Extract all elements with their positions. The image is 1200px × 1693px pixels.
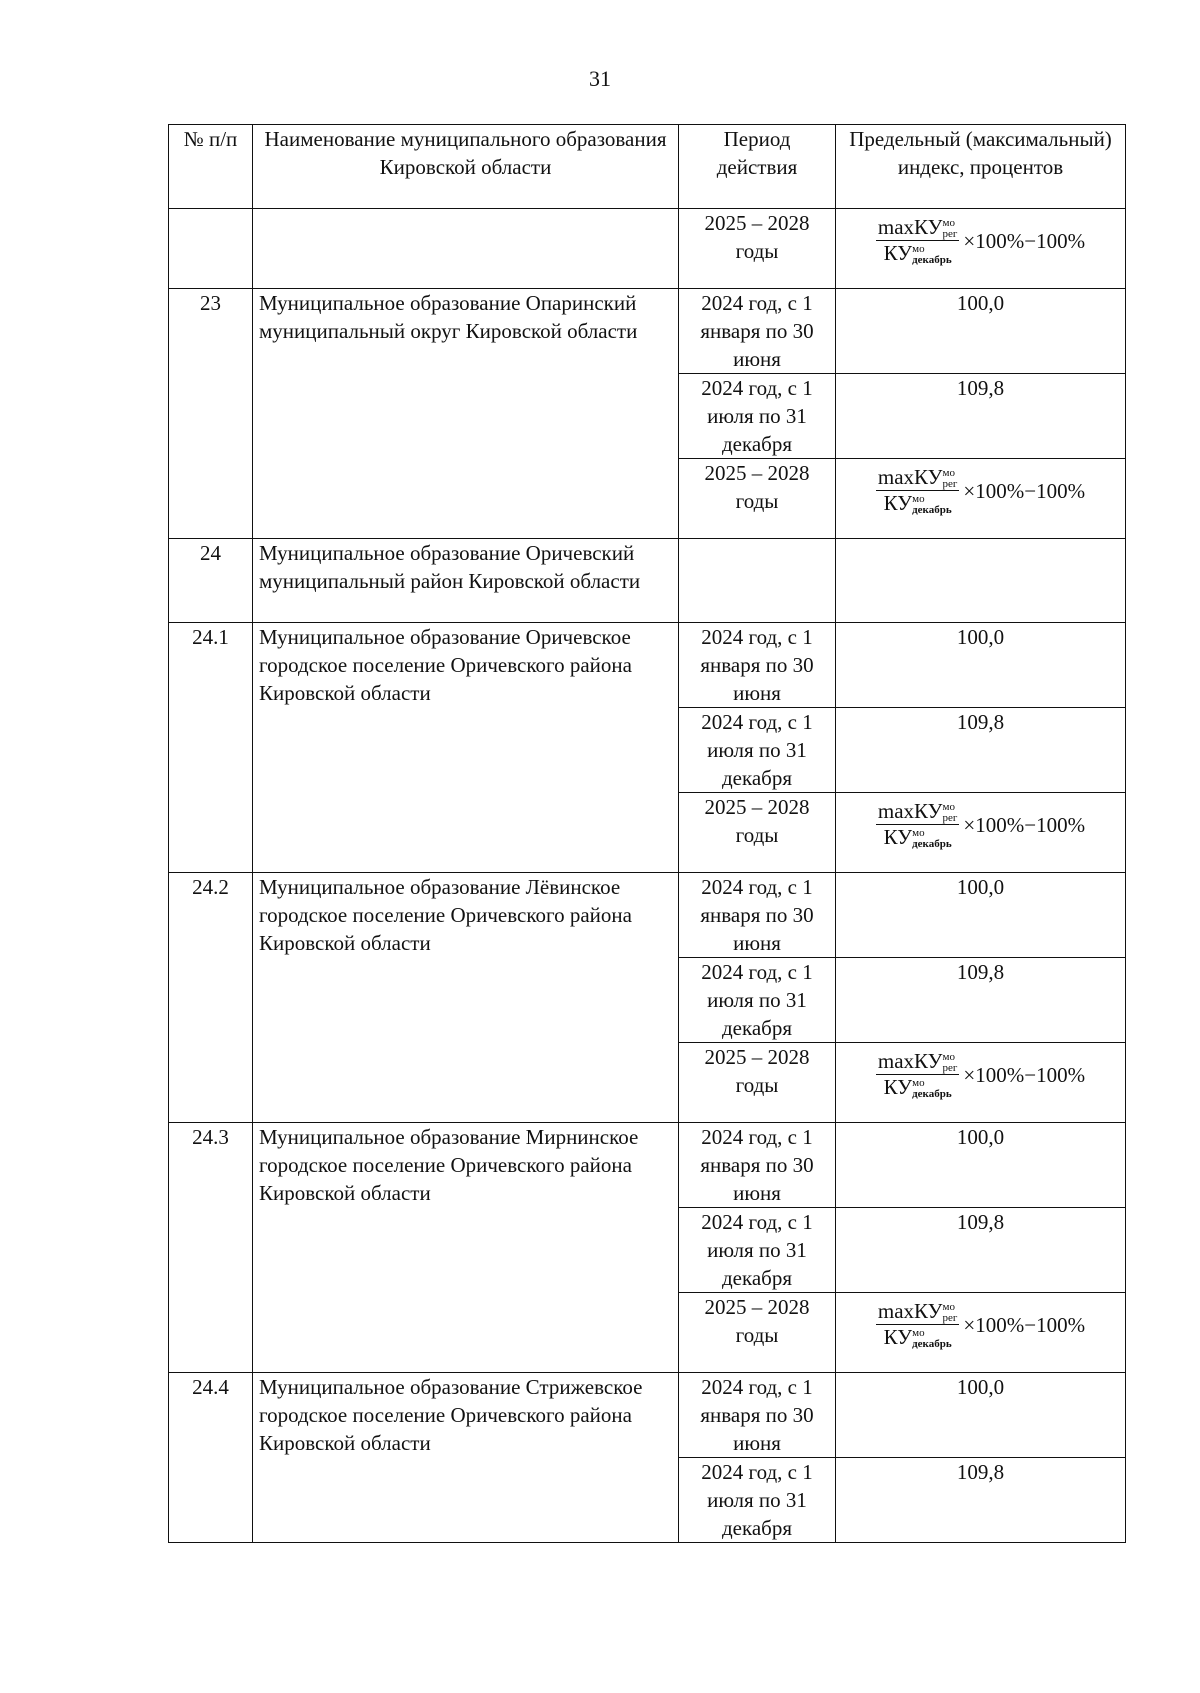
index-cell [836, 1043, 1126, 1123]
table-body [169, 209, 1126, 1543]
header-name: Наименование муниципального образования Кировской области [253, 125, 679, 209]
index-cell: 109,8 [836, 958, 1126, 1043]
period-cell: 2024 год, с 1 июля по 31 декабря [679, 1458, 836, 1543]
table-row [169, 289, 1126, 374]
tariff-index-table [168, 124, 1126, 1543]
index-cell: 100,0 [836, 873, 1126, 958]
period-cell: 2024 год, с 1 июля по 31 декабря [679, 1208, 836, 1293]
period-cell: 2025 – 2028 годы [679, 1293, 836, 1373]
index-formula: maxКУ мо рег КУ мо декабрь ×100%−100% [877, 1299, 1086, 1351]
index-cell [836, 209, 1126, 289]
period-cell: 2025 – 2028 годы [679, 459, 836, 539]
index-formula: maxКУ мо рег КУ мо декабрь ×100%−100% [877, 465, 1086, 517]
row-number [169, 209, 253, 289]
municipality-name: Муниципальное образование Опаринский муниципальный округ Кировской области [253, 289, 679, 539]
period-cell: 2024 год, с 1 июля по 31 декабря [679, 708, 836, 793]
index-cell: 109,8 [836, 708, 1126, 793]
municipality-name: Муниципальное образование Лёвинское городское поселение Оричевского района Кировской области [253, 873, 679, 1123]
table-row [169, 209, 1126, 289]
index-formula: maxКУ мо рег КУ мо декабрь ×100%−100% [877, 1049, 1086, 1101]
row-number: 23 [169, 289, 253, 539]
table-row [169, 1123, 1126, 1208]
table-row [169, 873, 1126, 958]
header-period: Период действия [679, 125, 836, 209]
header-index: Предельный (максимальный) индекс, процентов [836, 125, 1126, 209]
municipality-name: Муниципальное образование Оричевское городское поселение Оричевского района Кировской области [253, 623, 679, 873]
period-cell: 2024 год, с 1 января по 30 июня [679, 1123, 836, 1208]
period-cell [679, 539, 836, 623]
index-formula: maxКУ мо рег КУ мо декабрь ×100%−100% [877, 215, 1086, 267]
index-cell [836, 1293, 1126, 1373]
row-number: 24.4 [169, 1373, 253, 1543]
index-cell: 100,0 [836, 1123, 1126, 1208]
table-row [169, 1373, 1126, 1458]
index-cell [836, 539, 1126, 623]
municipality-name: Муниципальное образование Мирнинское городское поселение Оричевского района Кировской области [253, 1123, 679, 1373]
period-cell: 2025 – 2028 годы [679, 1043, 836, 1123]
period-cell: 2024 год, с 1 января по 30 июня [679, 623, 836, 708]
page-number: 31 [589, 66, 611, 91]
index-cell: 100,0 [836, 623, 1126, 708]
municipality-name: Муниципальное образование Оричевский муниципальный район Кировской области [253, 539, 679, 623]
index-cell: 100,0 [836, 1373, 1126, 1458]
row-number: 24.3 [169, 1123, 253, 1373]
municipality-name: Муниципальное образование Стрижевское городское поселение Оричевского района Кировской области [253, 1373, 679, 1543]
period-cell: 2024 год, с 1 января по 30 июня [679, 873, 836, 958]
index-formula: maxКУ мо рег КУ мо декабрь ×100%−100% [877, 799, 1086, 851]
header-num: № п/п [169, 125, 253, 209]
municipality-name [253, 209, 679, 289]
index-cell: 100,0 [836, 289, 1126, 374]
row-number: 24.1 [169, 623, 253, 873]
period-cell: 2024 год, с 1 января по 30 июня [679, 1373, 836, 1458]
row-number: 24.2 [169, 873, 253, 1123]
period-cell: 2025 – 2028 годы [679, 793, 836, 873]
table-header-row [169, 125, 1126, 209]
index-cell: 109,8 [836, 1208, 1126, 1293]
index-cell [836, 793, 1126, 873]
period-cell: 2024 год, с 1 июля по 31 декабря [679, 374, 836, 459]
index-cell [836, 459, 1126, 539]
index-cell: 109,8 [836, 1458, 1126, 1543]
index-cell: 109,8 [836, 374, 1126, 459]
table-row [169, 539, 1126, 623]
row-number: 24 [169, 539, 253, 623]
period-cell: 2024 год, с 1 июля по 31 декабря [679, 958, 836, 1043]
period-cell: 2024 год, с 1 января по 30 июня [679, 289, 836, 374]
period-cell: 2025 – 2028 годы [679, 209, 836, 289]
table-row [169, 623, 1126, 708]
